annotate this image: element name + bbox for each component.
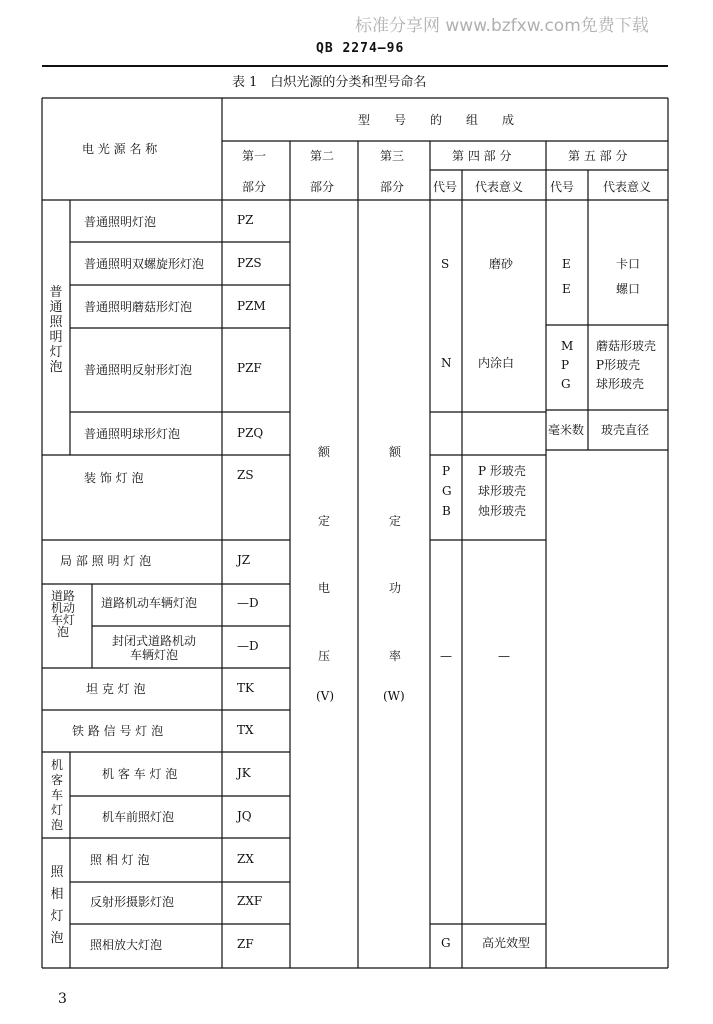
header-part4-meaning: 代表意义 [475, 180, 524, 194]
part5-meaning: 球形玻壳 [596, 377, 645, 391]
row-name: 普通照明蘑菇形灯泡 [84, 300, 193, 314]
row-name: 普通照明反射形灯泡 [84, 363, 193, 377]
part4-code: — [440, 649, 452, 663]
row-name: 局 部 照 明 灯 泡 [60, 554, 152, 568]
part5-code: M [561, 339, 574, 353]
header-type-composition: 型 号 的 组 成 [358, 113, 515, 127]
part1-code: ZF [237, 937, 254, 951]
part2-char: 压 [318, 649, 331, 663]
part2-char: (V) [316, 689, 335, 703]
category-general-lighting: 普通照明灯泡 [49, 285, 63, 375]
part5-code: E [562, 282, 571, 296]
part1-code: ZXF [237, 894, 263, 908]
part2-char: 定 [318, 514, 331, 528]
part3-char: 定 [389, 514, 402, 528]
part5-meaning: 玻壳直径 [601, 423, 650, 437]
part1-code: TK [237, 681, 254, 695]
page-number: 3 [58, 991, 67, 1007]
part1-code: PZF [237, 361, 262, 375]
part4-code: S [441, 257, 450, 271]
part1-code: —D [237, 596, 259, 610]
header-part5-meaning: 代表意义 [603, 180, 652, 194]
category-locomotive: 机客车灯泡 [50, 758, 63, 832]
row-name: 普通照明双螺旋形灯泡 [84, 257, 205, 271]
part2-char: 电 [318, 581, 331, 595]
part4-code: G [442, 484, 452, 498]
part1-code: PZM [237, 299, 266, 313]
part3-char: (W) [383, 689, 405, 703]
part5-code: P [561, 358, 570, 372]
row-name: 坦 克 灯 泡 [86, 682, 146, 696]
row-name: 普通照明球形灯泡 [84, 427, 181, 441]
part1-code: TX [237, 723, 254, 737]
part3-char: 额 [389, 445, 402, 459]
row-name: 反射形摄影灯泡 [90, 895, 175, 909]
row-name: 照 相 灯 泡 [90, 853, 150, 867]
part5-meaning: 卡口 [616, 257, 641, 271]
row-name: 装 饰 灯 泡 [84, 471, 144, 485]
header-part3-bottom: 部分 [380, 180, 405, 194]
part4-meaning: P 形玻壳 [478, 464, 526, 478]
table-title: 表 1 白炽光源的分类和型号命名 [232, 75, 427, 90]
row-name: 照相放大灯泡 [90, 938, 163, 952]
header-part4: 第 四 部 分 [452, 149, 512, 163]
part4-code: P [442, 464, 451, 478]
part1-code: JK [237, 766, 251, 780]
row-name: 普通照明灯泡 [84, 215, 157, 229]
row-name: 铁 路 信 号 灯 泡 [72, 724, 164, 738]
part1-code: PZS [237, 256, 262, 270]
row-name: 道路机动车辆灯泡 [101, 596, 198, 610]
header-part5: 第 五 部 分 [568, 149, 628, 163]
part3-char: 功 [389, 581, 402, 595]
part4-code: B [442, 504, 451, 518]
part3-char: 率 [389, 649, 402, 663]
part1-code: JQ [237, 809, 252, 823]
part4-code: N [441, 356, 452, 370]
part4-meaning: — [498, 649, 510, 663]
part5-meaning: 螺口 [616, 282, 641, 296]
part4-code: G [441, 936, 451, 950]
part4-meaning: 烛形玻壳 [478, 504, 527, 518]
row-name: 封闭式道路机动车辆灯泡 [111, 634, 196, 662]
part1-code: JZ [237, 553, 251, 567]
header-part5-code: 代号 [550, 180, 575, 194]
part1-code: —D [237, 639, 259, 653]
part4-meaning: 磨砂 [489, 257, 514, 271]
part5-meaning: 蘑菇形玻壳 [596, 339, 657, 353]
part1-code: PZQ [237, 426, 264, 440]
header-part1-bottom: 部分 [242, 180, 267, 194]
header-name-column: 电 光 源 名 称 [82, 142, 158, 156]
part4-meaning: 内涂白 [478, 356, 515, 370]
part1-code: ZS [237, 468, 254, 482]
part2-char: 额 [318, 445, 331, 459]
header-part3-top: 第三 [380, 149, 405, 163]
header-part2-top: 第二 [310, 149, 335, 163]
part5-code: E [562, 257, 571, 271]
header-part4-code: 代号 [433, 180, 458, 194]
part1-code: PZ [237, 213, 254, 227]
category-road-vehicle: 道路机动车灯泡 [50, 589, 75, 639]
header-part1-top: 第一 [242, 149, 267, 163]
part4-meaning: 球形玻壳 [478, 484, 527, 498]
document-code: QB 2274—96 [316, 41, 405, 56]
watermark: 标准分享网 www.bzfxw.com免费下载 [355, 16, 649, 36]
part4-meaning: 高光效型 [482, 936, 531, 950]
row-name: 机车前照灯泡 [102, 810, 175, 824]
part5-meaning: P形玻壳 [596, 358, 641, 372]
part1-code: ZX [237, 852, 254, 866]
row-name: 机 客 车 灯 泡 [102, 767, 178, 781]
part5-code: 毫米数 [548, 423, 585, 437]
category-photo: 照相灯泡 [50, 865, 64, 946]
header-part2-bottom: 部分 [310, 180, 335, 194]
part5-code: G [561, 377, 571, 391]
